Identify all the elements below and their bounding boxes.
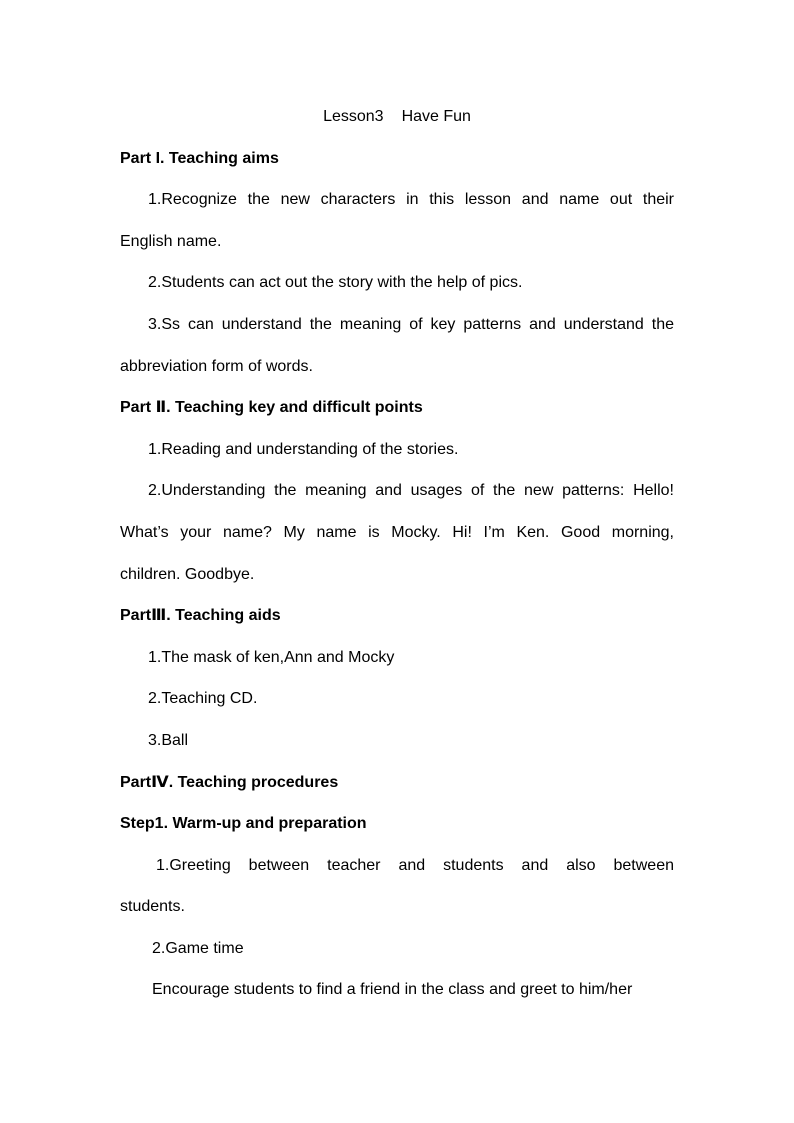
part3-item2: 2.Teaching CD. [148,690,258,708]
part1-item1-line2: English name. [120,232,222,250]
part4-item1-line1: 1.Greeting between teacher and students and also between [156,856,674,874]
part4-item1-line2: students. [120,898,185,916]
part3-heading: PartⅢ. Teaching aids [120,607,281,625]
lesson-title-number: Lesson3 [323,108,384,125]
lesson-title-name: Have Fun [401,108,471,125]
part1-item3-line1: 3.Ss can understand the meaning of key patterns and understand the [148,315,674,333]
part2-item2-line2: What’s your name? My name is Mocky. Hi! I’m Ken. Good morning, [120,523,674,541]
part1-heading: Part I. Teaching aims [120,149,279,167]
part1-item1-line1: 1.Recognize the new characters in this lesson and name out their [148,191,674,209]
part2-item2-line3: children. Goodbye. [120,565,255,583]
part4-heading: PartⅣ. Teaching procedures [120,773,339,791]
part2-heading: Part Ⅱ. Teaching key and difficult points [120,399,423,417]
step1-heading: Step1. Warm-up and preparation [120,815,367,833]
part4-item3-line1: Encourage students to find a friend in the class and greet to him/her [152,981,633,999]
part2-item2-line1: 2.Understanding the meaning and usages of the new patterns: Hello! [148,482,674,500]
part1-item2: 2.Students can act out the story with the help of pics. [148,274,523,292]
part1-item3-line2: abbreviation form of words. [120,357,313,375]
part4-item2: 2.Game time [152,939,244,957]
part3-item3: 3.Ball [148,731,189,749]
lesson-title [120,96,674,138]
part2-item1: 1.Reading and understanding of the stories. [148,440,459,458]
document-body [120,96,674,1011]
part3-item1: 1.The mask of ken,Ann and Mocky [148,648,395,666]
